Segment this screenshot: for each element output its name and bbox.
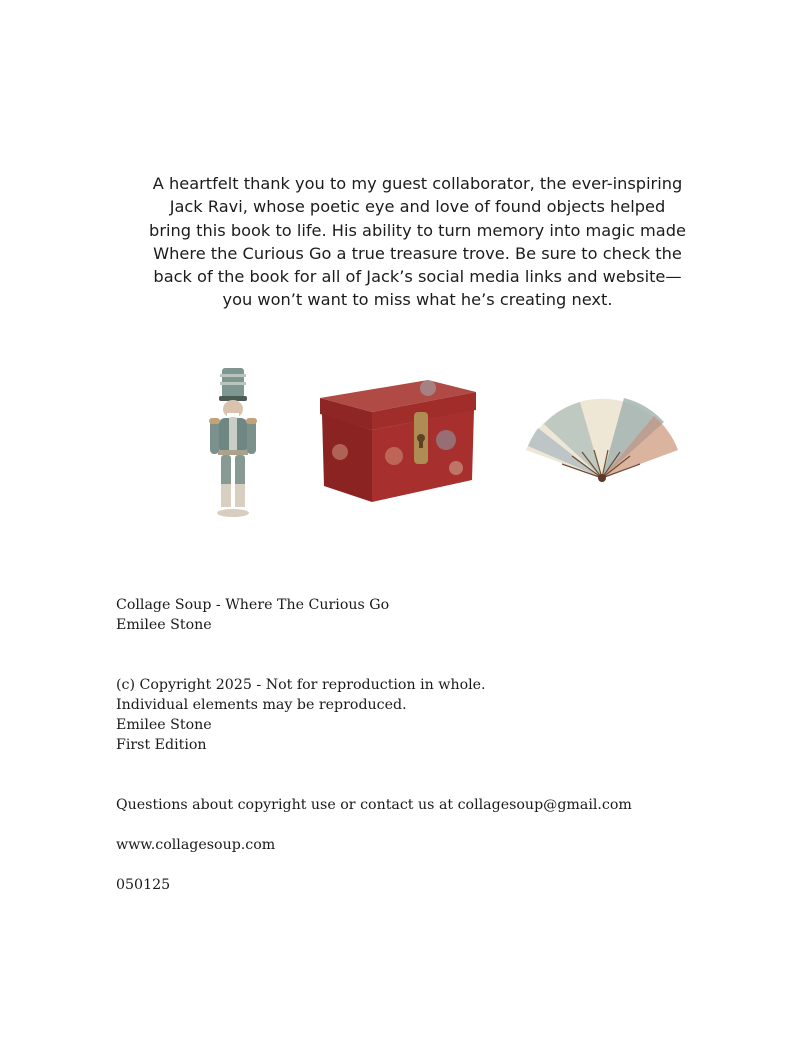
website-url[interactable]: www.collagesoup.com	[116, 837, 276, 853]
acknowledgement-paragraph	[140, 172, 695, 312]
acknowledgement-line: bring this book to life. His ability to turn memory into magic made	[149, 220, 686, 240]
print-code-value: 050125	[116, 877, 171, 893]
print-code	[116, 875, 170, 895]
book-title: Collage Soup - Where The Curious Go	[116, 597, 390, 613]
edition-label: First Edition	[116, 737, 207, 753]
acknowledgement-line: Where the Curious Go a true treasure trove. Be sure to check the	[153, 243, 682, 263]
illustration-row	[148, 358, 688, 524]
acknowledgement-line: A heartfelt thank you to my guest collaborator, the ever-inspiring	[152, 174, 683, 193]
painted-folding-fan-illustration	[524, 388, 680, 484]
copyright-block	[116, 675, 486, 755]
reproduction-note: Individual elements may be reproduced.	[116, 697, 407, 713]
acknowledgement-line: Jack Ravi, whose poetic eye and love of found objects helped	[169, 197, 666, 217]
red-floral-trinket-box-illustration	[316, 368, 482, 508]
copyright-author: Emilee Stone	[116, 717, 212, 733]
contact-text	[116, 795, 632, 815]
copyright-notice: (c) Copyright 2025 - Not for reproduction in whole.	[116, 677, 486, 693]
book-author: Emilee Stone	[116, 617, 212, 633]
acknowledgement-line: back of the book for all of Jack’s social media links and website—	[153, 267, 682, 287]
acknowledgement-line: you won’t want to miss what he’s creating next.	[222, 290, 613, 310]
book-info-block	[116, 595, 389, 635]
contact-line: Questions about copyright use or contact us at collagesoup@gmail.com	[116, 797, 632, 813]
website-link[interactable]	[116, 835, 275, 855]
nutcracker-soldier-illustration	[198, 366, 268, 526]
